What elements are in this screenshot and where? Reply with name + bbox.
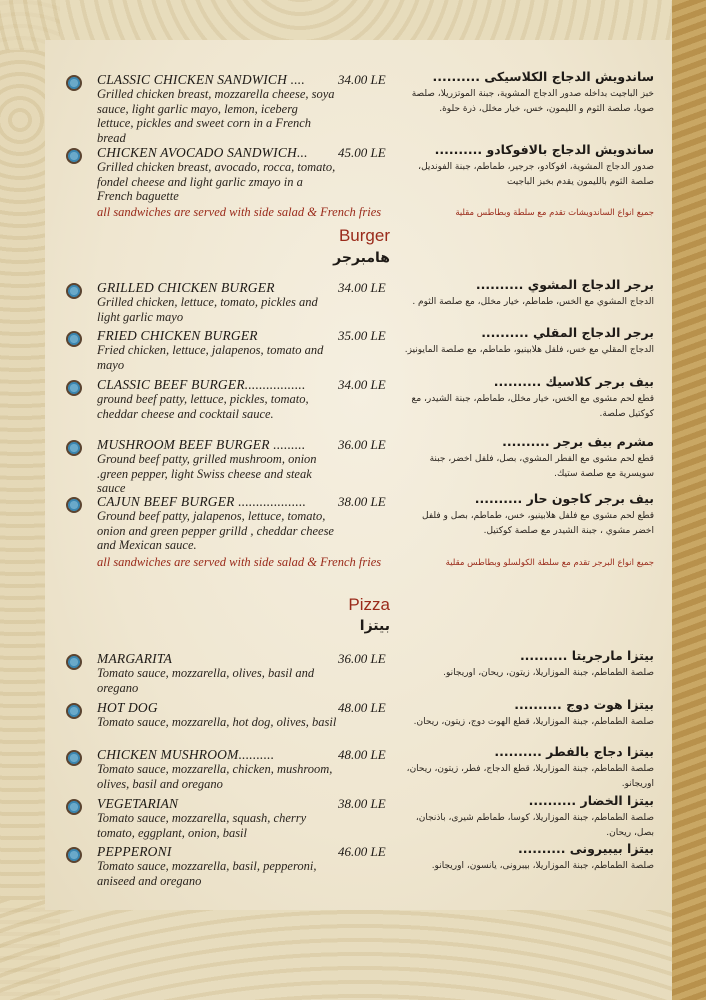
item-description-ar: الدجاج المقلي مع خس، فلفل هلابينيو، طماطم، مع صلصة المايونيز. <box>404 345 654 355</box>
item-description-ar: صلصة الطماطم، جبنة الموزاريلا، بيبرونى، يانسون، اوريجانو. <box>431 861 654 871</box>
burger-note-ar: جميع انواع البرجر تقدم مع سلطة الكولسلو وبطاطس مقلية <box>445 558 654 568</box>
item-description-ar: الدجاج المشوي مع الخس، طماطم، خيار مخلل، مع صلصة الثوم . <box>412 297 654 307</box>
round-badge-icon <box>66 799 82 815</box>
item-description-ar: قطع لحم مشوى مع الخس، خيار مخلل، طماطم، جبنة الشيدر، مع كوكتيل صلصة. <box>411 394 654 419</box>
item-price: 34.00 LE <box>338 72 386 87</box>
item-description-ar: صلصة الطماطم، جبنة الموزاريلا، كوسا، طماطم شيرى، باذنجان، بصل، ريحان. <box>415 813 654 838</box>
item-price: 45.00 LE <box>338 145 386 160</box>
item-price: 48.00 LE <box>338 747 386 762</box>
item-title-ar: بيتزا مارجريتا .......... <box>519 648 654 663</box>
item-title: MUSHROOM BEEF BURGER ......... <box>97 437 306 452</box>
item-price: 36.00 LE <box>338 437 386 452</box>
item-description: ground beef patty, lettuce, pickles, tomato, cheddar cheese and cocktail sauce. <box>97 392 309 421</box>
round-badge-icon <box>66 331 82 347</box>
item-description: Grilled chicken breast, mozzarella cheese, soya sauce, light garlic mayo, lemon, iceberg lettuce, pickles and sweet corn in a French bread <box>97 87 335 145</box>
item-title-ar: مشرم بيف برجر .......... <box>502 434 654 449</box>
round-badge-icon <box>66 75 82 91</box>
item-title-ar: بيف برجر كلاسيك .......... <box>493 374 654 389</box>
item-description: Grilled chicken, lettuce, tomato, pickles and light garlic mayo <box>97 295 318 324</box>
item-title-ar: بيتزا الخضار .......... <box>528 793 654 808</box>
item-description: Ground beef patty, jalapenos, lettuce, tomato, onion and green pepper grilld , cheddar cheese and Mexican sauce. <box>97 509 334 553</box>
item-title-ar: ساندويش الدجاج الكلاسيكى .......... <box>432 69 654 84</box>
item-title: FRIED CHICKEN BURGER <box>97 328 258 343</box>
item-title: CAJUN BEEF BURGER ................... <box>97 494 307 509</box>
item-title: VEGETARIAN <box>97 796 179 811</box>
decorative-pattern-bottom <box>0 900 706 1000</box>
pizza-heading-ar: بيتزا <box>359 618 390 634</box>
round-badge-icon <box>66 497 82 513</box>
item-description: Ground beef patty, grilled mushroom, onion .green pepper, light Swiss cheese and steak sauce <box>97 452 317 496</box>
item-price: 38.00 LE <box>338 494 386 509</box>
item-price: 34.00 LE <box>338 280 386 295</box>
item-title-ar: بيتزا هوت دوج .......... <box>514 697 654 712</box>
item-description-ar: صلصة الطماطم، جبنة الموزاريلا، قطع الهوت دوج، زيتون، ريحان. <box>413 717 654 727</box>
item-description-ar: صلصة الطماطم، جبنة الموزاريلا، زيتون، ريحان، اوريجانو. <box>443 668 654 678</box>
item-description-ar: خبز الباجيت بداخله صدور الدجاج المشوية، جبنة الموتزريلا، صلصة صويا، صلصة الثوم و الليمون، خس، خيار مخلل، ذرة حلوة. <box>411 89 654 114</box>
burger-heading-ar: هامبرجر <box>333 250 390 266</box>
item-title: CHICKEN MUSHROOM.......... <box>97 747 275 762</box>
item-description: Tomato sauce, mozzarella, hot dog, olives, basil <box>97 715 337 729</box>
item-title: HOT DOG <box>97 700 158 715</box>
item-description: Tomato sauce, mozzarella, chicken, mushroom, olives, basil and oregano <box>97 762 333 791</box>
round-badge-icon <box>66 750 82 766</box>
burger-note-en: all sandwiches are served with side salad & French fries <box>97 555 382 569</box>
round-badge-icon <box>66 380 82 396</box>
item-description-ar: صلصة الطماطم، جبنة الموزاريلا، قطع الدجاج، فطر، زيتون، ريحان، اوريجانو. <box>406 764 654 789</box>
item-title-ar: ساندويش الدجاج بالافوكادو .......... <box>434 142 654 157</box>
item-price: 38.00 LE <box>338 796 386 811</box>
item-price: 35.00 LE <box>338 328 386 343</box>
item-description: Grilled chicken breast, avocado, rocca, tomato, fondel cheese and light garlic zmayo in a French baguette <box>97 160 336 204</box>
round-badge-icon <box>66 440 82 456</box>
item-description-ar: صدور الدجاج المشوية، افوكادو، جرجير، طماطم، جبنة الفونديل، صلصة الثوم بالليمون يقدم بخبز الباجيت <box>418 162 654 187</box>
item-title: MARGARITA <box>97 651 173 666</box>
item-description-ar: قطع لحم مشوى مع فلفل هلابينيو، خس، طماطم، بصل و فلفل اخضر مشوي ، جبنة الشيدر مع صلصة كوكتيل. <box>422 511 654 536</box>
item-title-ar: برجر الدجاج المقلي .......... <box>481 325 654 340</box>
item-price: 36.00 LE <box>338 651 386 666</box>
item-price: 34.00 LE <box>338 377 386 392</box>
item-title: CHICKEN AVOCADO SANDWICH... <box>97 145 308 160</box>
sandwich-note-en: all sandwiches are served with side salad & French fries <box>97 205 382 219</box>
item-title: CLASSIC CHICKEN SANDWICH .... <box>97 72 305 87</box>
item-title: PEPPERONI <box>97 844 172 859</box>
item-price: 48.00 LE <box>338 700 386 715</box>
round-badge-icon <box>66 283 82 299</box>
round-badge-icon <box>66 703 82 719</box>
sandwich-note-ar: جميع انواع الساندويشات تقدم مع سلطة وبطاطس مقلية <box>455 208 654 218</box>
burger-heading: Burger <box>338 226 390 245</box>
item-description: Tomato sauce, mozzarella, squash, cherry tomato, eggplant, onion, basil <box>97 811 307 840</box>
item-price: 46.00 LE <box>338 844 386 859</box>
item-description: Tomato sauce, mozzarella, basil, pepperoni, aniseed and oregano <box>97 859 317 888</box>
item-title-ar: بيف برجر كاجون حار .......... <box>474 491 654 506</box>
pizza-heading: Pizza <box>348 595 390 614</box>
round-badge-icon <box>66 654 82 670</box>
item-title-ar: بيتزا دجاج بالفطر .......... <box>494 744 654 759</box>
item-title-ar: بيتزا بيبيرونى .......... <box>517 841 654 856</box>
round-badge-icon <box>66 847 82 863</box>
item-description: Fried chicken, lettuce, jalapenos, tomato and mayo <box>97 343 324 372</box>
item-title: GRILLED CHICKEN BURGER <box>97 280 275 295</box>
decorative-border-right <box>672 0 706 1000</box>
item-description-ar: قطع لحم مشوى مع الفطر المشوي، بصل، فلفل اخضر، جبنة سويسرية مع صلصة ستيك. <box>429 454 654 479</box>
item-title: CLASSIC BEEF BURGER................. <box>97 377 306 392</box>
round-badge-icon <box>66 148 82 164</box>
item-description: Tomato sauce, mozzarella, olives, basil and oregano <box>97 666 315 695</box>
item-title-ar: برجر الدجاج المشوي .......... <box>475 277 654 292</box>
